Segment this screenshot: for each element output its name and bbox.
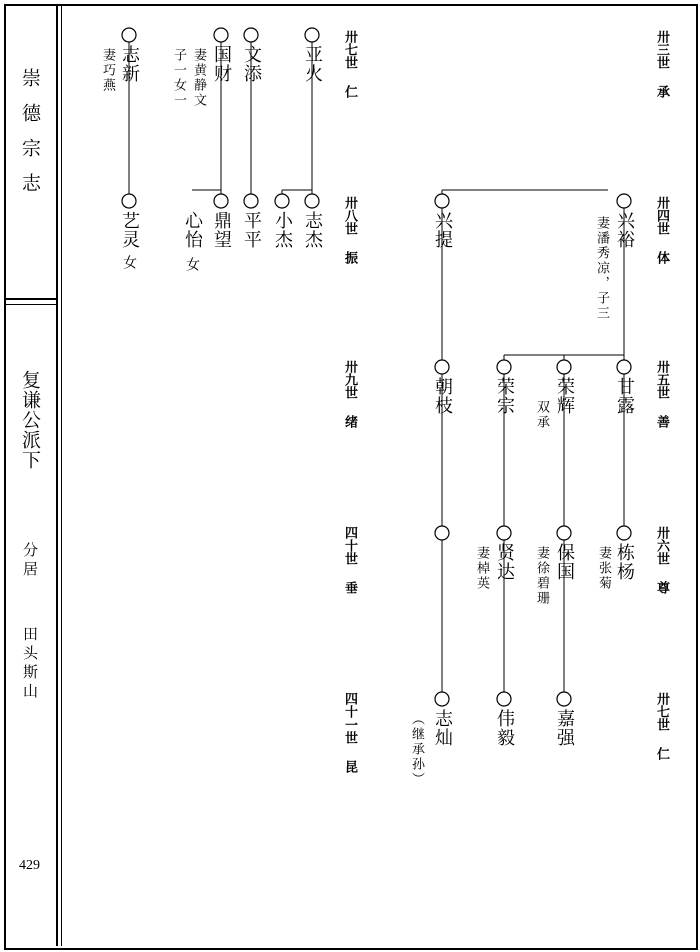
person-ganlu: 甘露 xyxy=(614,377,635,415)
person-circle xyxy=(122,28,136,42)
note-guocai-children: 子一女一 xyxy=(171,48,186,108)
person-yahuo: 亚火 xyxy=(302,45,323,83)
person-circle xyxy=(214,28,228,42)
person-pingping: 平平 xyxy=(241,211,262,249)
person-circle xyxy=(244,194,258,208)
person-circle xyxy=(557,526,571,540)
note-xianda: 妻棹英 xyxy=(474,546,489,591)
note-xingyu: 妻潘秀凉，子三 xyxy=(594,216,609,321)
person-circle xyxy=(275,194,289,208)
person-yiling: 艺灵女 xyxy=(119,211,140,270)
gen-label: 卅三世承 xyxy=(654,30,669,98)
person-circle xyxy=(557,692,571,706)
branch-label: 分居 xyxy=(21,542,39,580)
person-baoguo: 保国 xyxy=(554,543,575,581)
location-label: 田头斯山 xyxy=(21,626,39,702)
person-xianda: 贤达 xyxy=(494,543,515,581)
gen-label: 四十世垂 xyxy=(342,526,357,594)
note-dongyang: 妻张菊 xyxy=(596,546,611,591)
person-xiaojie: 小杰 xyxy=(272,211,293,249)
note-baoguo: 妻徐碧珊 xyxy=(534,546,549,606)
section-title: 复谦公派下 xyxy=(19,370,41,470)
person-zhijie: 志杰 xyxy=(302,211,323,249)
person-zhican: 志灿 xyxy=(432,709,453,747)
note-guocai-spouse: 妻黄静文 xyxy=(191,48,206,108)
person-circle xyxy=(557,360,571,374)
gen-label: 卅五世善 xyxy=(654,360,669,428)
person-circle xyxy=(244,28,258,42)
person-circle xyxy=(305,194,319,208)
person-chaozhi: 朝枝 xyxy=(432,377,453,415)
page-number: 429 xyxy=(19,858,40,873)
gen-label: 卅九世绪 xyxy=(342,360,357,428)
person-circle xyxy=(435,526,449,540)
person-circle xyxy=(435,360,449,374)
person-circle xyxy=(617,194,631,208)
person-circle xyxy=(214,194,228,208)
person-xingyu: 兴裕 xyxy=(614,211,635,249)
person-xinyi: 心怡女 xyxy=(182,211,203,272)
person-weiyi: 伟毅 xyxy=(494,709,515,747)
person-jiaqiang: 嘉强 xyxy=(554,709,575,747)
person-zhixin: 志新 xyxy=(119,45,140,83)
person-wentian: 文添 xyxy=(241,45,262,83)
gen-label: 卅四世体 xyxy=(654,196,669,264)
gen-label: 卅八世振 xyxy=(342,196,357,264)
note-ronghui: 双承 xyxy=(534,400,549,430)
note-zhican: （继承孙） xyxy=(409,712,424,787)
person-rongzong: 荣宗 xyxy=(494,377,515,415)
person-circle xyxy=(435,692,449,706)
person-circle xyxy=(497,526,511,540)
person-dongyang: 栋杨 xyxy=(614,543,635,581)
gen-label: 卅七世仁 xyxy=(342,30,357,98)
person-circle xyxy=(122,194,136,208)
person-circle xyxy=(497,360,511,374)
book-title: 崇德宗志 xyxy=(19,68,41,208)
gen-label: 四十一世昆 xyxy=(342,692,357,773)
person-circle xyxy=(617,526,631,540)
person-circle xyxy=(617,360,631,374)
person-ronghui: 荣辉 xyxy=(554,377,575,415)
person-circle xyxy=(305,28,319,42)
person-circle xyxy=(435,194,449,208)
person-dingwang: 鼎望 xyxy=(211,211,232,249)
gen-label: 卅七世仁 xyxy=(654,692,669,760)
note-zhixin: 妻巧燕 xyxy=(100,48,115,93)
gen-label: 卅六世尊 xyxy=(654,526,669,594)
person-xingti: 兴提 xyxy=(432,211,453,249)
person-circle xyxy=(497,692,511,706)
person-guocai: 国财 xyxy=(211,45,232,83)
